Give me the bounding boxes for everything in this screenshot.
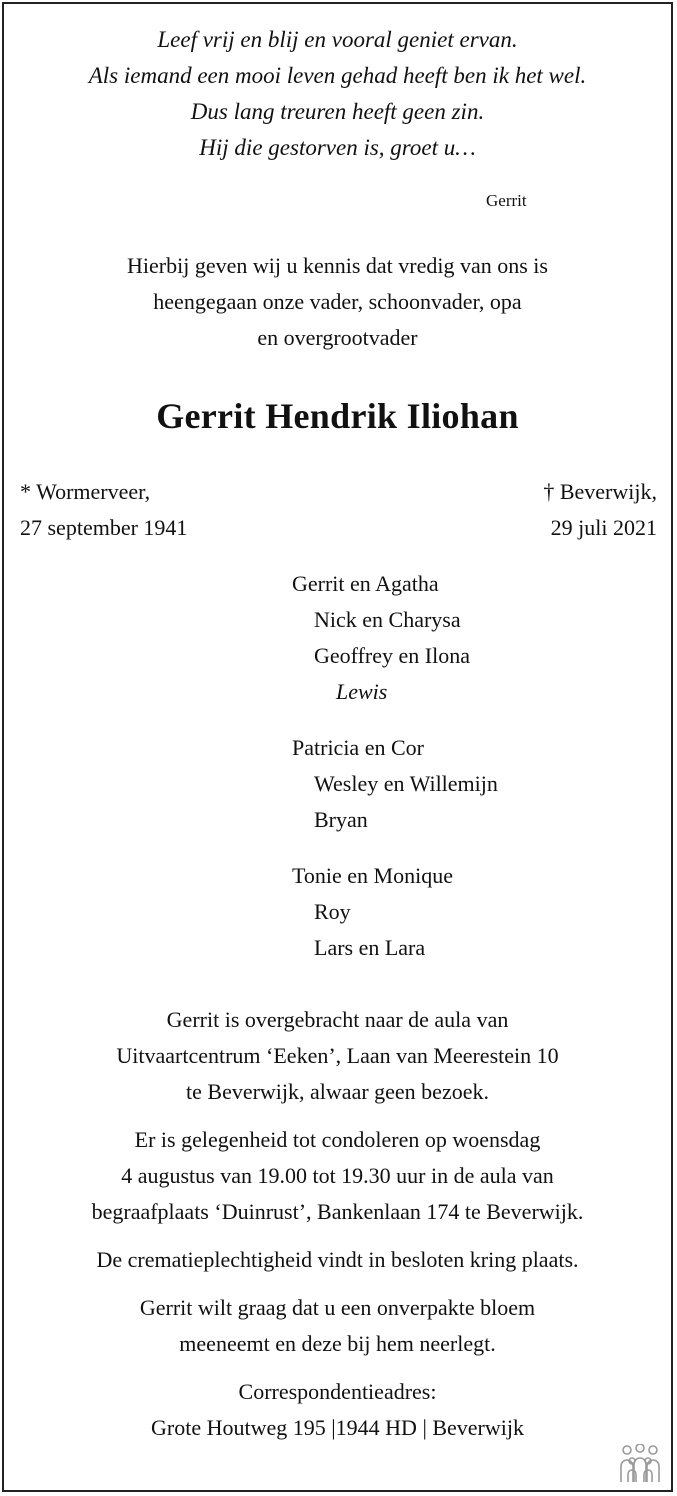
family-head: Patricia en Cor <box>292 735 424 760</box>
family-group <box>292 566 498 710</box>
birth-place: * Wormerveer, <box>20 479 151 504</box>
poem-line: Hij die gestorven is, groet u… <box>199 135 476 160</box>
death-notice-card <box>2 2 673 1492</box>
deceased-name: Gerrit Hendrik Iliohan <box>156 396 519 436</box>
notice-line: te Beverwijk, alwaar geen bezoek. <box>186 1079 489 1104</box>
death-info <box>543 474 657 546</box>
poem-line: Dus lang treuren heeft geen zin. <box>190 99 485 124</box>
intro-line: en overgrootvader <box>257 325 418 350</box>
poem-line: Leef vrij en blij en vooral geniet ervan. <box>157 27 518 52</box>
family-child: Lars en Lara <box>314 935 426 960</box>
poem <box>4 22 671 166</box>
notice-line: Gerrit wilt graag dat u een onverpakte bloem <box>139 1295 536 1320</box>
family-group <box>292 858 498 966</box>
intro-text <box>4 248 671 356</box>
death-place: † Beverwijk, <box>543 479 657 504</box>
family-child: Wesley en Willemijn <box>314 771 498 796</box>
poem-line: Als iemand een mooi leven gehad heeft ben ik het wel. <box>88 63 587 88</box>
notice-line: Uitvaartcentrum ‘Eeken’, Laan van Meerestein 10 <box>116 1043 559 1068</box>
death-date: 29 juli 2021 <box>550 515 657 540</box>
correspondence <box>4 1374 671 1446</box>
notice-line: begraafplaats ‘Duinrust’, Bankenlaan 174 te Beverwijk. <box>91 1199 584 1224</box>
notice-line: Gerrit is overgebracht naar de aula van <box>166 1007 509 1032</box>
birth-info <box>20 474 187 546</box>
notice-line: Er is gelegenheid tot condoleren op woensdag <box>134 1127 541 1152</box>
family-head: Gerrit en Agatha <box>292 571 439 596</box>
correspondence-address: Grote Houtweg 195 |1944 HD | Beverwijk <box>151 1415 524 1440</box>
intro-line: Hierbij geven wij u kennis dat vredig van ons is <box>127 253 548 278</box>
notice-cremation <box>4 1242 671 1278</box>
family-group <box>292 730 498 838</box>
family-list <box>292 566 498 986</box>
family-head: Tonie en Monique <box>292 863 453 888</box>
family-child: Bryan <box>314 807 368 832</box>
notice-line: 4 augustus van 19.00 tot 19.30 uur in de aula van <box>121 1163 554 1188</box>
family-child: Nick en Charysa <box>314 607 461 632</box>
notice-transfer <box>4 1002 671 1110</box>
correspondence-label: Correspondentieadres: <box>238 1379 437 1404</box>
notice-condolence <box>4 1122 671 1230</box>
family-child: Geoffrey en Ilona <box>314 643 470 668</box>
birth-date: 27 september 1941 <box>20 515 188 540</box>
notice-line: meeneemt en deze bij hem neerlegt. <box>179 1331 496 1356</box>
people-group-icon <box>618 1444 662 1484</box>
notice-line: De crematieplechtigheid vindt in besloten kring plaats. <box>96 1247 579 1272</box>
notices <box>4 1002 671 1458</box>
intro-line: heengegaan onze vader, schoonvader, opa <box>153 289 522 314</box>
family-child: Roy <box>314 899 351 924</box>
notice-flower <box>4 1290 671 1362</box>
poem-signoff: Gerrit <box>486 191 527 210</box>
family-grandchild: Lewis <box>336 679 388 704</box>
